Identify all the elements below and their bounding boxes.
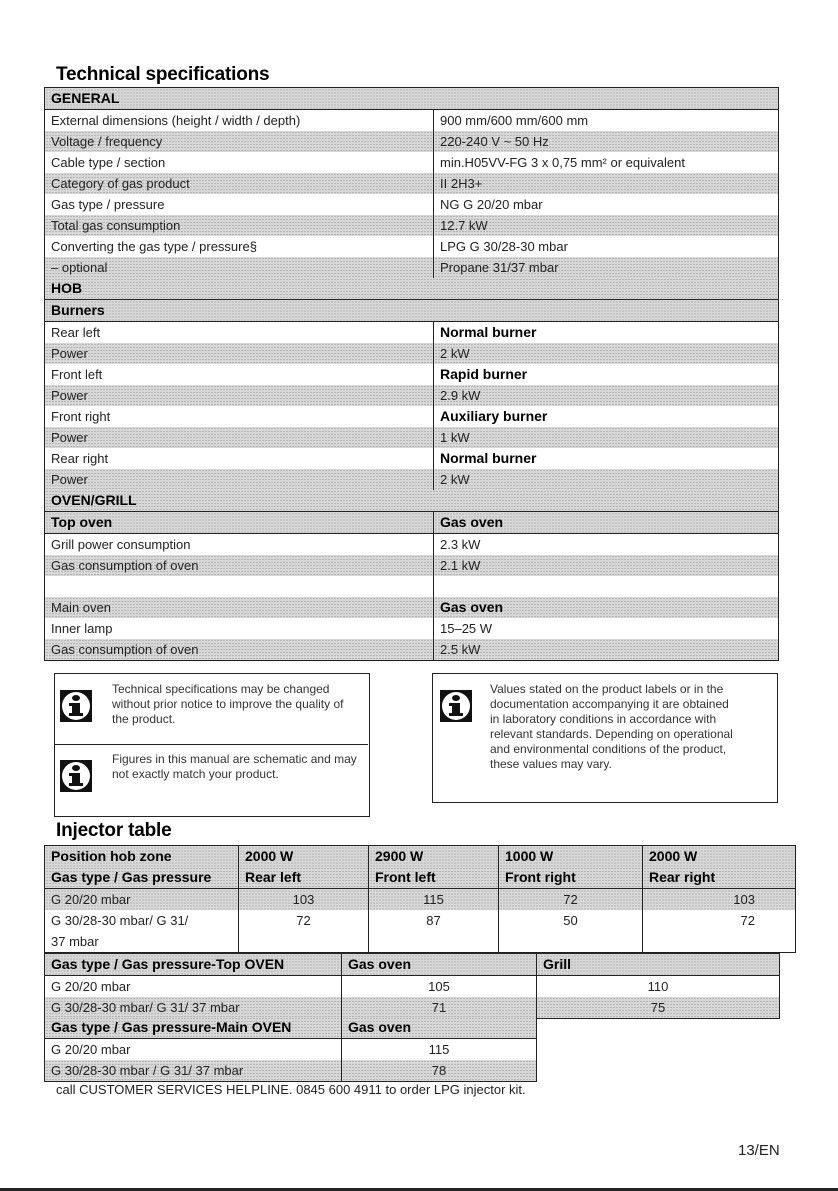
- spec-value: 2.9 kW: [434, 385, 779, 406]
- header-cell: Gas type / Gas pressure-Top OVEN: [45, 954, 342, 976]
- spec-label: Category of gas product: [45, 173, 434, 194]
- spec-value: 220-240 V ~ 50 Hz: [434, 131, 779, 152]
- header-cell: Grill: [537, 954, 780, 976]
- table-cell: G 20/20 mbar: [45, 976, 342, 998]
- spec-row: [45, 385, 779, 406]
- table-cell: [499, 931, 643, 953]
- spec-section-row: [45, 88, 779, 110]
- table-cell: 115: [342, 1039, 537, 1061]
- note-text-figures: Figures in this manual are schematic and may not exactly match your product.: [112, 752, 357, 781]
- spec-label: Voltage / frequency: [45, 131, 434, 152]
- spec-value: Gas oven: [434, 512, 779, 534]
- spec-row: [45, 194, 779, 215]
- injector-header-row: [45, 867, 796, 889]
- spec-value: 2 kW: [434, 469, 779, 490]
- top-oven-injector-table: [44, 953, 780, 1019]
- spec-row: [45, 257, 779, 278]
- table-cell: 50: [499, 910, 643, 931]
- spec-row: [45, 173, 779, 194]
- spec-section-row: [45, 300, 779, 322]
- main-oven-injector-table: [44, 1017, 537, 1082]
- header-cell: 2000 W: [239, 846, 369, 868]
- page-number: 13/EN: [738, 1142, 780, 1159]
- spec-label: Gas consumption of oven: [45, 639, 434, 661]
- section-title-injector: Injector table: [56, 820, 172, 841]
- spec-row: [45, 597, 779, 618]
- table-cell: 115: [369, 889, 499, 911]
- spec-value: LPG G 30/28-30 mbar: [434, 236, 779, 257]
- spec-row: [45, 576, 779, 597]
- table-cell: 105: [342, 976, 537, 998]
- table-row: [45, 1060, 537, 1082]
- table-cell: G 30/28-30 mbar / G 31/ 37 mbar: [45, 1060, 342, 1082]
- spec-value: 2.5 kW: [434, 639, 779, 661]
- spec-value: II 2H3+: [434, 173, 779, 194]
- section-heading: HOB: [45, 278, 779, 300]
- spec-label: Converting the gas type / pressure§: [45, 236, 434, 257]
- spec-label: Rear right: [45, 448, 434, 469]
- spec-label: Top oven: [45, 512, 434, 534]
- spec-row: [45, 236, 779, 257]
- header-cell: 1000 W: [499, 846, 643, 868]
- section-heading: Burners: [45, 300, 779, 322]
- helpline-footer: call CUSTOMER SERVICES HELPLINE. 0845 600 4911 to order LPG injector kit.: [56, 1082, 526, 1097]
- spec-label: Front right: [45, 406, 434, 427]
- table-row: [45, 997, 780, 1019]
- info-icon: [60, 760, 92, 792]
- spec-value: 1 kW: [434, 427, 779, 448]
- spec-label: Power: [45, 385, 434, 406]
- table-cell: [239, 931, 369, 953]
- spec-row: [45, 469, 779, 490]
- spec-label: Gas type / pressure: [45, 194, 434, 215]
- spec-row: [45, 364, 779, 385]
- table-cell: 103: [239, 889, 369, 911]
- spec-row: [45, 322, 779, 344]
- spec-value: 900 mm/600 mm/600 mm: [434, 110, 779, 132]
- table-row: [45, 889, 796, 911]
- spec-row: [45, 512, 779, 534]
- table-cell: G 20/20 mbar: [45, 1039, 342, 1061]
- spec-table: [44, 87, 779, 661]
- spec-value: NG G 20/20 mbar: [434, 194, 779, 215]
- table-cell: 72: [239, 910, 369, 931]
- spec-label: Power: [45, 427, 434, 448]
- table-cell: 37 mbar: [45, 931, 239, 953]
- spec-label: Main oven: [45, 597, 434, 618]
- main-oven-header-row: [45, 1017, 537, 1039]
- spec-value: Gas oven: [434, 597, 779, 618]
- spec-value: Propane 31/37 mbar: [434, 257, 779, 278]
- spec-value: 2.1 kW: [434, 555, 779, 576]
- spec-row: [45, 131, 779, 152]
- spec-row: [45, 152, 779, 173]
- spec-label: Total gas consumption: [45, 215, 434, 236]
- header-cell: Gas type / Gas pressure: [45, 867, 239, 889]
- table-cell: 72: [643, 910, 796, 931]
- table-row: [45, 910, 796, 931]
- table-cell: 110: [537, 976, 780, 998]
- spec-row: [45, 427, 779, 448]
- spec-row: [45, 618, 779, 639]
- header-cell: Gas oven: [342, 954, 537, 976]
- spec-label: External dimensions (height / width / depth): [45, 110, 434, 132]
- table-cell: [369, 931, 499, 953]
- spec-label: Power: [45, 343, 434, 364]
- section-title-tech-specs: Technical specifications: [56, 64, 270, 85]
- section-heading: GENERAL: [45, 88, 779, 110]
- spec-value: 2 kW: [434, 343, 779, 364]
- spec-label: Power: [45, 469, 434, 490]
- header-cell: Front right: [499, 867, 643, 889]
- header-cell: Front left: [369, 867, 499, 889]
- spec-value: [434, 576, 779, 597]
- note-divider: [54, 744, 368, 745]
- table-row: [45, 1039, 537, 1061]
- spec-row: [45, 343, 779, 364]
- spec-label: Cable type / section: [45, 152, 434, 173]
- spec-value: 2.3 kW: [434, 534, 779, 556]
- table-row: [45, 931, 796, 953]
- spec-row: [45, 110, 779, 132]
- table-cell: 71: [342, 997, 537, 1019]
- table-cell: 103: [643, 889, 796, 911]
- header-cell: Position hob zone: [45, 846, 239, 868]
- note-text-values: Values stated on the product labels or in the documentation accompanying it are obtained in laboratory conditions in accordance with relevant standards. Depending on operational and environmental conditions of the product, these values may vary.: [490, 682, 733, 771]
- spec-value: min.H05VV-FG 3 x 0,75 mm² or equivalent: [434, 152, 779, 173]
- spec-section-row: [45, 278, 779, 300]
- spec-label: – optional: [45, 257, 434, 278]
- header-cell: Rear left: [239, 867, 369, 889]
- header-cell: Rear right: [643, 867, 796, 889]
- spec-value: Rapid burner: [434, 364, 779, 385]
- spec-row: [45, 639, 779, 661]
- spec-row: [45, 534, 779, 556]
- info-icon: [60, 690, 92, 722]
- spec-row: [45, 215, 779, 236]
- table-cell: 87: [369, 910, 499, 931]
- spec-value: 15–25 W: [434, 618, 779, 639]
- table-row: [45, 976, 780, 998]
- table-cell: [643, 931, 796, 953]
- header-cell: 2000 W: [643, 846, 796, 868]
- spec-label: Rear left: [45, 322, 434, 344]
- spec-label: Gas consumption of oven: [45, 555, 434, 576]
- header-cell: 2900 W: [369, 846, 499, 868]
- spec-label: Grill power consumption: [45, 534, 434, 556]
- spec-value: Normal burner: [434, 322, 779, 344]
- header-cell: Gas type / Gas pressure-Main OVEN: [45, 1017, 342, 1039]
- note-text-specs: Technical specifications may be changed without prior notice to improve the quality of the product.: [112, 682, 344, 726]
- table-cell: 72: [499, 889, 643, 911]
- spec-label: [45, 576, 434, 597]
- table-cell: G 20/20 mbar: [45, 889, 239, 911]
- spec-value: Normal burner: [434, 448, 779, 469]
- spec-section-row: [45, 490, 779, 512]
- spec-label: Inner lamp: [45, 618, 434, 639]
- spec-row: [45, 448, 779, 469]
- header-cell: Gas oven: [342, 1017, 537, 1039]
- section-heading: OVEN/GRILL: [45, 490, 779, 512]
- table-cell: G 30/28-30 mbar/ G 31/ 37 mbar: [45, 997, 342, 1019]
- injector-table: [44, 845, 796, 953]
- spec-row: [45, 555, 779, 576]
- spec-label: Front left: [45, 364, 434, 385]
- info-icon: [440, 690, 472, 722]
- injector-header-row: [45, 846, 796, 868]
- spec-value: 12.7 kW: [434, 215, 779, 236]
- table-cell: G 30/28-30 mbar/ G 31/: [45, 910, 239, 931]
- table-cell: 75: [537, 997, 780, 1019]
- top-oven-header-row: [45, 954, 780, 976]
- spec-row: [45, 406, 779, 427]
- table-cell: 78: [342, 1060, 537, 1082]
- spec-value: Auxiliary burner: [434, 406, 779, 427]
